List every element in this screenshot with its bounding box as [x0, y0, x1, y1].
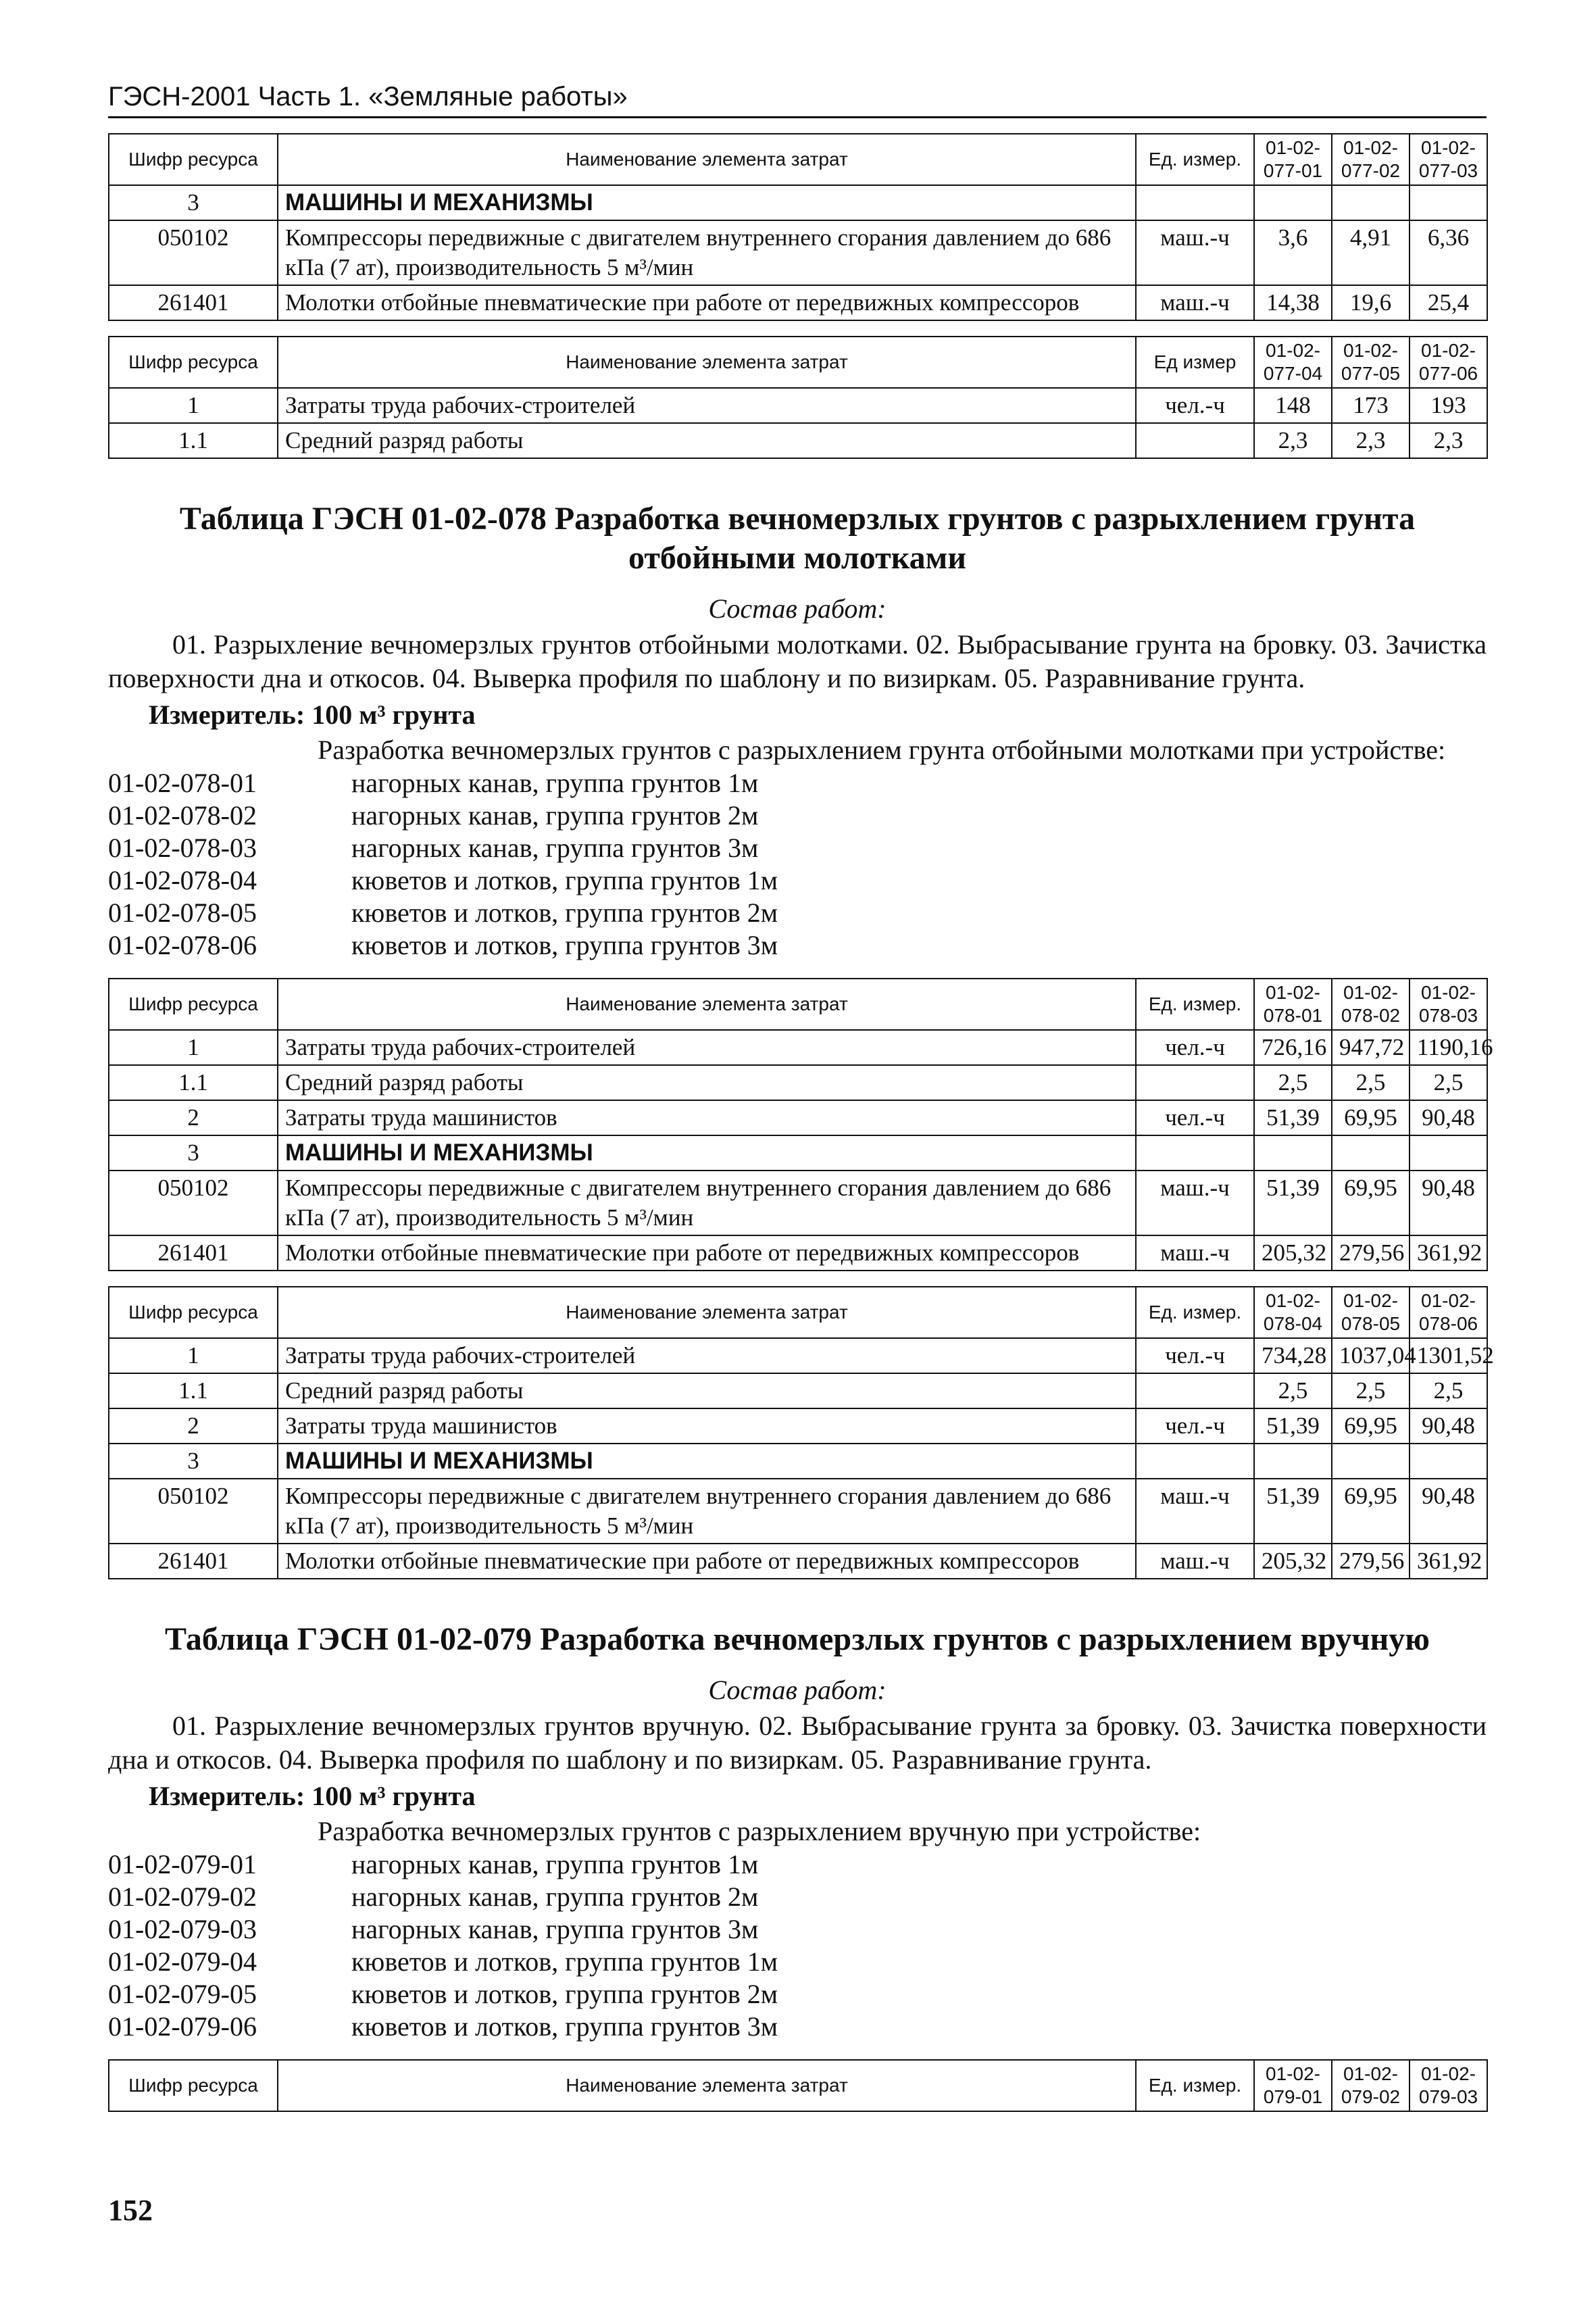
col-header-unit: Ед. измер. — [1136, 134, 1254, 185]
cell-value: 2,5 — [1410, 1373, 1487, 1408]
cell-value: 2,5 — [1332, 1065, 1410, 1100]
table-row — [109, 1408, 1487, 1444]
page-number: 152 — [108, 2194, 153, 2227]
cell-value: 2,5 — [1332, 1373, 1410, 1408]
cell-value: 90,48 — [1410, 1479, 1487, 1544]
cell-unit — [1136, 1373, 1254, 1408]
cell-code: 3 — [109, 1135, 278, 1171]
cell-value: 51,39 — [1254, 1171, 1332, 1235]
resource-table-078-b — [108, 1286, 1494, 1579]
cell-value: 1037,04 — [1332, 1338, 1410, 1373]
table-row — [109, 1444, 1487, 1479]
cell-value: 14,38 — [1254, 285, 1332, 320]
col-header-norm: 01-02-077-03 — [1410, 134, 1487, 185]
cell-value — [1410, 1444, 1487, 1479]
meter-label: Измеритель: — [149, 1781, 305, 1811]
col-header-name: Наименование элемента затрат — [278, 979, 1136, 1030]
code-row — [108, 1848, 1487, 1881]
cell-code: 261401 — [109, 285, 278, 320]
table-row — [109, 185, 1487, 220]
table-row — [109, 220, 1487, 285]
cell-value: 205,32 — [1254, 1544, 1332, 1579]
cell-unit: чел.-ч — [1136, 388, 1254, 423]
cell-value: 51,39 — [1254, 1408, 1332, 1444]
table-row — [109, 1373, 1487, 1408]
cell-code: 1.1 — [109, 1065, 278, 1100]
cell-code: 050102 — [109, 220, 278, 285]
col-header-norm: 01-02-078-02 — [1332, 979, 1410, 1030]
col-header-name: Наименование элемента затрат — [278, 337, 1136, 388]
code-row — [108, 897, 1487, 929]
cell-unit — [1136, 185, 1254, 220]
norm-code: 01-02-079-05 — [108, 1979, 257, 2009]
cell-name: МАШИНЫ И МЕХАНИЗМЫ — [278, 185, 1136, 220]
cell-unit: маш.-ч — [1136, 285, 1254, 320]
cell-value: 205,32 — [1254, 1235, 1332, 1271]
cell-code: 261401 — [109, 1544, 278, 1579]
norm-code: 01-02-078-04 — [108, 865, 257, 895]
cell-value: 51,39 — [1254, 1479, 1332, 1544]
table-title-079: Таблица ГЭСН 01-02-079 Разработка вечномерзлых грунтов с разрыхлением вручную — [165, 1621, 1430, 1657]
cell-value: 193 — [1410, 388, 1487, 423]
table-row — [109, 285, 1487, 320]
composition-text-078: 01. Разрыхление вечномерзлых грунтов отбойными молотками. 02. Выбрасывание грунта на бровку. 03. Зачистка поверхности дна и откосов. 04. Выверка профиля по шаблону и по визиркам. 05. Разравнивание грунта. — [108, 629, 1487, 693]
col-header-norm: 01-02-077-06 — [1410, 337, 1487, 388]
norm-code: 01-02-078-02 — [108, 800, 257, 831]
cell-unit — [1136, 1065, 1254, 1100]
col-header-norm: 01-02-078-05 — [1332, 1287, 1410, 1338]
norm-description: кюветов и лотков, группа грунтов 2м — [351, 897, 778, 928]
cell-name: Молотки отбойные пневматические при работе от передвижных компрессоров — [278, 1235, 1136, 1271]
code-row — [108, 929, 1487, 962]
meter-value: 100 м³ грунта — [311, 1781, 476, 1811]
cell-value: 69,95 — [1332, 1408, 1410, 1444]
cell-code: 2 — [109, 1408, 278, 1444]
norm-code: 01-02-078-03 — [108, 833, 257, 863]
col-header-unit: Ед. измер. — [1136, 2060, 1254, 2111]
meter-label: Измеритель: — [149, 699, 305, 730]
cell-value: 173 — [1332, 388, 1410, 423]
resource-table-079-a — [108, 2059, 1488, 2112]
cell-value: 1301,52 — [1410, 1338, 1487, 1373]
cell-value: 734,28 — [1254, 1338, 1332, 1373]
cell-unit: чел.-ч — [1136, 1408, 1254, 1444]
cell-name: Затраты труда рабочих-строителей — [278, 1030, 1136, 1065]
cell-value: 25,4 — [1410, 285, 1487, 320]
codes-intro-078: Разработка вечномерзлых грунтов с разрыхлением грунта отбойными молотками при устройстве: — [318, 735, 1446, 765]
cell-value: 3,6 — [1254, 220, 1332, 285]
cell-name: Средний разряд работы — [278, 1373, 1136, 1408]
code-row — [108, 832, 1487, 864]
cell-name: Компрессоры передвижные с двигателем внутреннего сгорания давлением до 686 кПа (7 ат), производительность 5 м³/мин — [278, 1479, 1136, 1544]
table-row — [109, 1235, 1487, 1271]
cell-value: 69,95 — [1332, 1100, 1410, 1135]
cell-unit: маш.-ч — [1136, 1235, 1254, 1271]
norm-description: нагорных канав, группа грунтов 3м — [351, 1914, 759, 1944]
cell-code: 2 — [109, 1100, 278, 1135]
norm-code: 01-02-079-03 — [108, 1914, 257, 1944]
table-row — [109, 1100, 1487, 1135]
code-row — [108, 864, 1487, 897]
resource-table-077-b — [108, 336, 1488, 459]
cell-value: 2,3 — [1410, 423, 1487, 458]
col-header-name: Наименование элемента затрат — [278, 2060, 1136, 2111]
cell-name: Затраты труда машинистов — [278, 1100, 1136, 1135]
cell-value: 90,48 — [1410, 1171, 1487, 1235]
col-header-norm: 01-02-078-03 — [1410, 979, 1487, 1030]
cell-code: 1 — [109, 1338, 278, 1373]
norm-code: 01-02-078-05 — [108, 897, 257, 928]
col-header-code: Шифр ресурса — [109, 2060, 278, 2111]
code-row — [108, 2011, 1487, 2043]
table-row — [109, 1135, 1487, 1171]
cell-value: 90,48 — [1410, 1100, 1487, 1135]
col-header-name: Наименование элемента затрат — [278, 134, 1136, 185]
col-header-norm: 01-02-077-02 — [1332, 134, 1410, 185]
col-header-code: Шифр ресурса — [109, 337, 278, 388]
cell-value: 2,3 — [1254, 423, 1332, 458]
resource-table-078-a — [108, 978, 1493, 1271]
col-header-unit: Ед измер — [1136, 337, 1254, 388]
cell-value — [1410, 1135, 1487, 1171]
cell-value: 947,72 — [1332, 1030, 1410, 1065]
code-list-078 — [108, 767, 1487, 962]
cell-name: Молотки отбойные пневматические при работе от передвижных компрессоров — [278, 1544, 1136, 1579]
codes-intro-079: Разработка вечномерзлых грунтов с разрыхлением вручную при устройстве: — [318, 1816, 1201, 1846]
norm-description: нагорных канав, группа грунтов 2м — [351, 800, 759, 831]
norm-code: 01-02-079-02 — [108, 1881, 257, 1912]
document-page — [108, 81, 1494, 2112]
norm-description: нагорных канав, группа грунтов 2м — [351, 1881, 759, 1912]
cell-code: 050102 — [109, 1171, 278, 1235]
code-row — [108, 767, 1487, 799]
table-title-078: Таблица ГЭСН 01-02-078 Разработка вечномерзлых грунтов с разрыхлением грунта отбойными молотками — [179, 501, 1416, 576]
cell-name: Компрессоры передвижные с двигателем внутреннего сгорания давлением до 686 кПа (7 ат), производительность 5 м³/мин — [278, 1171, 1136, 1235]
cell-unit: чел.-ч — [1136, 1100, 1254, 1135]
table-row — [109, 388, 1487, 423]
header-row — [109, 2060, 1487, 2111]
norm-description: нагорных канав, группа грунтов 1м — [351, 768, 759, 798]
cell-value — [1332, 1444, 1410, 1479]
cell-unit: маш.-ч — [1136, 220, 1254, 285]
cell-value: 1190,16 — [1410, 1030, 1487, 1065]
norm-description: кюветов и лотков, группа грунтов 3м — [351, 930, 778, 960]
cell-value — [1254, 1135, 1332, 1171]
cell-value: 6,36 — [1410, 220, 1487, 285]
header-row — [109, 1287, 1487, 1338]
col-header-unit: Ед. измер. — [1136, 1287, 1254, 1338]
measurement-unit — [149, 698, 1487, 732]
cell-unit: маш.-ч — [1136, 1544, 1254, 1579]
table-row — [109, 1030, 1487, 1065]
code-list-079 — [108, 1848, 1487, 2043]
cell-name: Средний разряд работы — [278, 423, 1136, 458]
cell-value — [1332, 1135, 1410, 1171]
norm-description: нагорных канав, группа грунтов 1м — [351, 1849, 759, 1879]
cell-name: Компрессоры передвижные с двигателем внутреннего сгорания давлением до 686 кПа (7 ат), производительность 5 м³/мин — [278, 220, 1136, 285]
col-header-norm: 01-02-077-01 — [1254, 134, 1332, 185]
cell-value: 19,6 — [1332, 285, 1410, 320]
table-row — [109, 1338, 1487, 1373]
header-row — [109, 337, 1487, 388]
table-row — [109, 1479, 1487, 1544]
resource-table-077-a — [108, 133, 1488, 321]
cell-value: 69,95 — [1332, 1479, 1410, 1544]
cell-value: 90,48 — [1410, 1408, 1487, 1444]
table-row — [109, 1065, 1487, 1100]
col-header-name: Наименование элемента затрат — [278, 1287, 1136, 1338]
norm-description: кюветов и лотков, группа грунтов 1м — [351, 1946, 778, 1977]
col-header-norm: 01-02-078-01 — [1254, 979, 1332, 1030]
cell-name: Затраты труда рабочих-строителей — [278, 388, 1136, 423]
cell-unit: маш.-ч — [1136, 1171, 1254, 1235]
code-row — [108, 1946, 1487, 1978]
norm-description: кюветов и лотков, группа грунтов 2м — [351, 1979, 778, 2009]
col-header-norm: 01-02-079-03 — [1410, 2060, 1487, 2111]
col-header-code: Шифр ресурса — [109, 979, 278, 1030]
col-header-norm: 01-02-078-06 — [1410, 1287, 1487, 1338]
col-header-code: Шифр ресурса — [109, 134, 278, 185]
cell-unit — [1136, 423, 1254, 458]
cell-value: 279,56 — [1332, 1235, 1410, 1271]
norm-code: 01-02-078-06 — [108, 930, 257, 960]
table-row — [109, 1544, 1487, 1579]
cell-value: 148 — [1254, 388, 1332, 423]
cell-code: 050102 — [109, 1479, 278, 1544]
cell-value: 2,5 — [1254, 1373, 1332, 1408]
norm-code: 01-02-079-06 — [108, 2011, 257, 2042]
cell-value: 2,5 — [1410, 1065, 1487, 1100]
cell-value: 279,56 — [1332, 1544, 1410, 1579]
cell-value: 361,92 — [1410, 1235, 1487, 1271]
composition-text-079: 01. Разрыхление вечномерзлых грунтов вручную. 02. Выбрасывание грунта за бровку. 03. Зачистка поверхности дна и откосов. 04. Выверка профиля по шаблону и по визиркам. 05. Разравнивание грунта. — [108, 1710, 1487, 1775]
table-row — [109, 1171, 1487, 1235]
cell-value: 4,91 — [1332, 220, 1410, 285]
cell-unit — [1136, 1444, 1254, 1479]
cell-unit — [1136, 1135, 1254, 1171]
col-header-norm: 01-02-077-04 — [1254, 337, 1332, 388]
cell-unit: маш.-ч — [1136, 1479, 1254, 1544]
cell-unit: чел.-ч — [1136, 1030, 1254, 1065]
composition-heading-079: Состав работ: — [708, 1675, 887, 1705]
norm-description: нагорных канав, группа грунтов 3м — [351, 833, 759, 863]
cell-name: Молотки отбойные пневматические при работе от передвижных компрессоров — [278, 285, 1136, 320]
cell-code: 1 — [109, 388, 278, 423]
norm-code: 01-02-079-01 — [108, 1849, 257, 1879]
composition-heading: Состав работ: — [708, 593, 887, 624]
code-row — [108, 1978, 1487, 2011]
code-row — [108, 1881, 1487, 1913]
norm-code: 01-02-078-01 — [108, 768, 257, 798]
code-row — [108, 799, 1487, 832]
cell-name: МАШИНЫ И МЕХАНИЗМЫ — [278, 1444, 1136, 1479]
cell-name: Затраты труда машинистов — [278, 1408, 1136, 1444]
cell-unit: чел.-ч — [1136, 1338, 1254, 1373]
norm-description: кюветов и лотков, группа грунтов 1м — [351, 865, 778, 895]
cell-code: 261401 — [109, 1235, 278, 1271]
col-header-code: Шифр ресурса — [109, 1287, 278, 1338]
col-header-norm: 01-02-078-04 — [1254, 1287, 1332, 1338]
cell-code: 3 — [109, 185, 278, 220]
cell-code: 3 — [109, 1444, 278, 1479]
cell-name: Средний разряд работы — [278, 1065, 1136, 1100]
code-row — [108, 1913, 1487, 1946]
cell-code: 1.1 — [109, 423, 278, 458]
table-row — [109, 423, 1487, 458]
cell-value: 69,95 — [1332, 1171, 1410, 1235]
running-header: ГЭСН-2001 Часть 1. «Земляные работы» — [108, 81, 1487, 118]
cell-value: 51,39 — [1254, 1100, 1332, 1135]
cell-value — [1332, 185, 1410, 220]
col-header-unit: Ед. измер. — [1136, 979, 1254, 1030]
cell-value: 726,16 — [1254, 1030, 1332, 1065]
cell-value: 2,3 — [1332, 423, 1410, 458]
cell-value — [1254, 1444, 1332, 1479]
cell-value: 2,5 — [1254, 1065, 1332, 1100]
meter-value: 100 м³ грунта — [311, 699, 476, 730]
cell-name: Затраты труда рабочих-строителей — [278, 1338, 1136, 1373]
col-header-norm: 01-02-079-02 — [1332, 2060, 1410, 2111]
col-header-norm: 01-02-077-05 — [1332, 337, 1410, 388]
cell-name: МАШИНЫ И МЕХАНИЗМЫ — [278, 1135, 1136, 1171]
cell-value — [1254, 185, 1332, 220]
cell-value: 361,92 — [1410, 1544, 1487, 1579]
measurement-unit-079 — [149, 1779, 1487, 1813]
cell-value — [1410, 185, 1487, 220]
norm-code: 01-02-079-04 — [108, 1946, 257, 1977]
col-header-norm: 01-02-079-01 — [1254, 2060, 1332, 2111]
cell-code: 1 — [109, 1030, 278, 1065]
header-row — [109, 134, 1487, 185]
norm-description: кюветов и лотков, группа грунтов 3м — [351, 2011, 778, 2042]
header-row — [109, 979, 1487, 1030]
cell-code: 1.1 — [109, 1373, 278, 1408]
